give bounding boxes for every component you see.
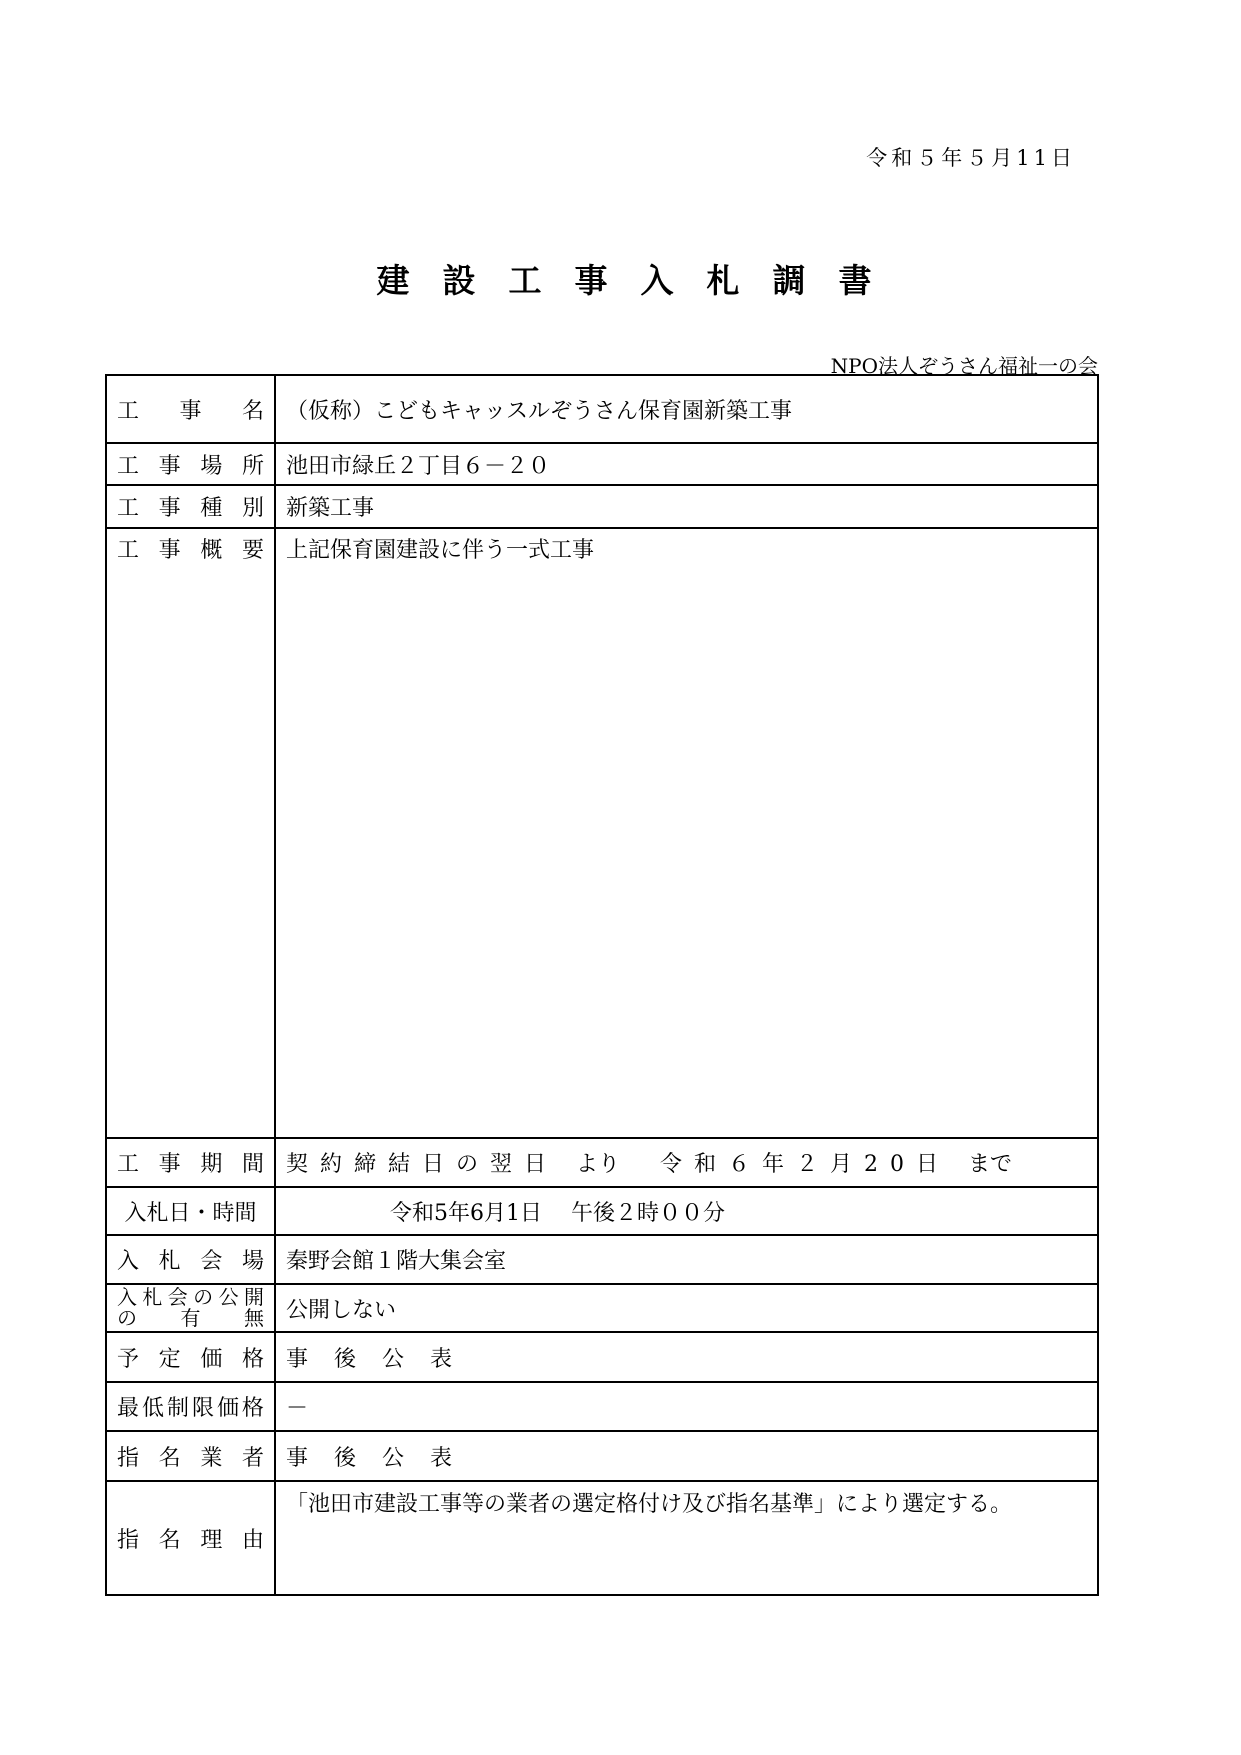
period-start: 契約締結日の翌日	[286, 1152, 559, 1177]
label-char: 場	[200, 453, 223, 479]
label-char: 公	[218, 1285, 239, 1309]
row-nominated-contractors	[106, 1431, 1098, 1481]
label-nomination-reason	[117, 1523, 264, 1554]
label-char: 開	[243, 1285, 264, 1309]
label-char: 業	[200, 1445, 223, 1471]
row-construction-name	[106, 375, 1098, 443]
bid-record-table	[105, 374, 1099, 1596]
value-construction-name: （仮称）こどもキャッスルぞうさん保育園新築工事	[275, 375, 1098, 443]
label-char: 別	[241, 496, 264, 521]
row-minimum-price	[106, 1382, 1098, 1431]
label-char: 札	[142, 1285, 163, 1309]
label-char: 工	[117, 398, 140, 424]
label-char: 入	[117, 1285, 137, 1309]
label-char: 低	[141, 1396, 164, 1421]
organization-name: NPO法人ぞうさん福祉一の会	[830, 354, 1098, 378]
label-char: 期	[200, 1152, 223, 1177]
label-bid-datetime: 入札日・時間	[106, 1187, 275, 1235]
period-until: まで	[968, 1152, 1013, 1177]
label-char: 格	[241, 1396, 264, 1421]
label-char: 事	[158, 538, 181, 563]
label-char: 入	[117, 1249, 140, 1274]
label-char: 事	[158, 1152, 181, 1177]
label-char: 名	[158, 1527, 181, 1553]
row-construction-summary	[106, 528, 1098, 1138]
value-construction-type: 新築工事	[275, 485, 1098, 528]
row-construction-type	[106, 485, 1098, 528]
label-bid-public-line2	[117, 1308, 264, 1329]
row-bid-venue	[106, 1235, 1098, 1284]
label-construction-type	[117, 491, 264, 522]
label-char: 制	[166, 1396, 189, 1421]
document-date: 令和５年５月11日	[866, 146, 1076, 170]
value-bid-datetime: 令和5年6月1日 午後２時００分	[390, 1200, 725, 1226]
label-construction-period	[117, 1147, 264, 1178]
label-char: 価	[216, 1396, 239, 1421]
value-construction-location: 池田市緑丘２丁目６－２０	[275, 443, 1098, 485]
label-char: 事	[158, 453, 181, 479]
label-char: 無	[244, 1306, 264, 1330]
label-char: 指	[117, 1445, 140, 1471]
row-nomination-reason	[106, 1481, 1098, 1595]
label-char: 場	[241, 1249, 264, 1274]
label-char: 工	[117, 1152, 140, 1177]
label-construction-location	[117, 449, 264, 480]
label-char: 格	[241, 1346, 264, 1372]
value-bid-public: 公開しない	[275, 1284, 1098, 1332]
label-char: 間	[241, 1152, 264, 1177]
row-planned-price	[106, 1332, 1098, 1382]
label-char: 会	[200, 1249, 223, 1274]
label-bid-public-line1	[117, 1287, 264, 1308]
label-planned-price	[117, 1342, 264, 1373]
label-char: 由	[241, 1527, 264, 1553]
value-nominated-contractors: 事後公表	[286, 1445, 479, 1471]
label-char: 限	[191, 1396, 214, 1421]
label-char: 価	[200, 1346, 223, 1372]
label-nominated-contractors	[117, 1441, 264, 1472]
label-char: 札	[158, 1249, 181, 1274]
label-char: 事	[158, 496, 181, 521]
label-char: 指	[117, 1527, 140, 1553]
label-char: 有	[180, 1306, 201, 1330]
label-bid-venue	[117, 1244, 264, 1275]
label-char: 事	[179, 398, 202, 424]
row-bid-public	[106, 1284, 1098, 1332]
label-char: 要	[241, 538, 264, 563]
label-char: 所	[241, 453, 264, 479]
label-char: 名	[241, 398, 264, 424]
value-construction-summary: 上記保育園建設に伴う一式工事	[275, 528, 1098, 1138]
label-char: 最	[117, 1396, 140, 1421]
label-char: 概	[200, 538, 223, 563]
label-char: 工	[117, 496, 140, 521]
value-construction-period	[286, 1147, 1087, 1178]
value-bid-venue: 秦野会館１階大集会室	[275, 1235, 1098, 1284]
label-char: 名	[158, 1445, 181, 1471]
label-char: の	[117, 1306, 137, 1330]
label-construction-name	[117, 394, 264, 425]
label-char: の	[193, 1285, 214, 1309]
label-char: 工	[117, 538, 140, 563]
value-nomination-reason: 「池田市建設工事等の業者の選定格付け及び指名基準」により選定する。	[275, 1481, 1098, 1595]
label-char: 者	[241, 1445, 264, 1471]
value-planned-price: 事後公表	[286, 1346, 479, 1372]
period-from: より	[576, 1152, 621, 1177]
label-minimum-price	[117, 1391, 264, 1422]
row-construction-location	[106, 443, 1098, 485]
row-construction-period	[106, 1138, 1098, 1187]
value-minimum-price: －	[275, 1382, 1098, 1431]
row-bid-datetime	[106, 1187, 1098, 1235]
label-char: 会	[167, 1285, 188, 1309]
label-construction-summary	[117, 533, 264, 564]
label-char: 予	[117, 1346, 140, 1372]
label-char: 工	[117, 453, 140, 479]
period-end: 令和６年２月20日	[660, 1152, 951, 1177]
label-char: 種	[200, 496, 223, 521]
label-char: 定	[158, 1346, 181, 1372]
label-char: 理	[200, 1527, 223, 1553]
document-title: 建設工事入札調書	[376, 261, 905, 300]
